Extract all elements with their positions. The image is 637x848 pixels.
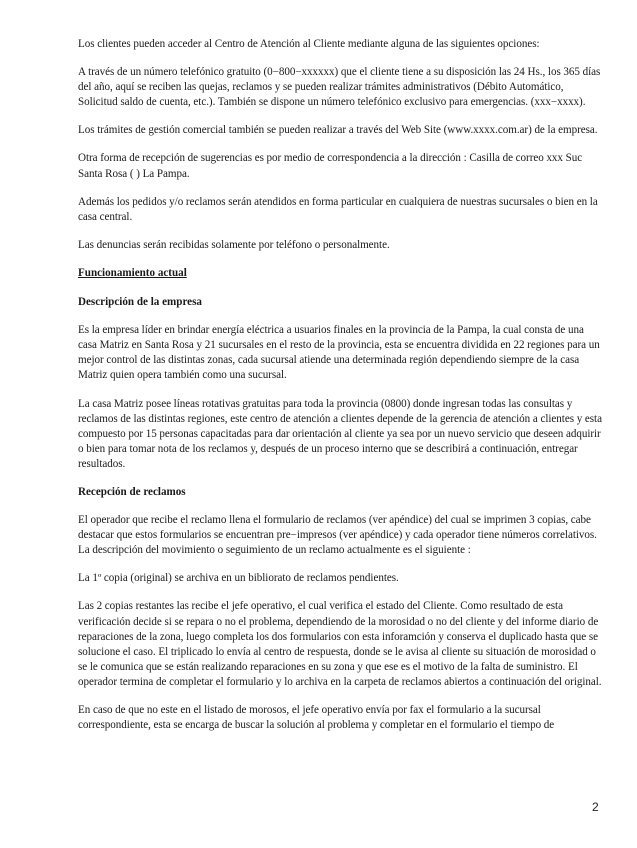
- section-title: Funcionamiento actual: [78, 266, 187, 279]
- intro-paragraph-1: Los clientes pueden acceder al Centro de Atención al Cliente mediante alguna de las siguientes opciones:: [78, 38, 540, 50]
- reclamos-paragraph-1: El operador que recibe el reclamo llena el formulario de reclamos (ver apéndice) del cual se imprimen 3 copias, cabe destacar que estos formularios se encuentran pre−impresos (ver apéndice) y cada operador tiene números correlativos. La descripción del movimiento o seguimiento de un reclamo actualmente es el siguiente :: [78, 514, 597, 557]
- reclamos-paragraph-3: Las 2 copias restantes las recibe el jefe operativo, el cual verifica el estado del Cliente. Como resultado de esta verificación decide si se repara o no el problema, dependiendo de la morosidad o no del cliente y del informe diario de reparaciones de la zona, luego completa los dos formularios con esta inforamción y conserva el duplicado hasta que se solucione el caso. El triplicado lo envía al centro de respuesta, donde se le avisa al cliente su situación de morosidad o se le comunica que se están realizando reparaciones en su zona y que ese es el motivo de la falta de suministro. El operador termina de completar el formulario y lo archiva en la carpeta de reclamos abiertos a continuación del original.: [78, 600, 602, 688]
- empresa-paragraph-1: Es la empresa líder en brindar energía eléctrica a usuarios finales en la provincia de la Pampa, la cual consta de una casa Matriz en Santa Rosa y 21 sucursales en el resto de la provincia, esta se encuentra dividida en 22 regiones para un mejor control de las distintas zonas, cada sucursal atiende una determinada región dependiendo siempre de la casa Matriz quien opera también como una sucursal.: [78, 324, 600, 382]
- intro-paragraph-6: Las denuncias serán recibidas solamente por teléfono o personalmente.: [78, 238, 390, 251]
- reclamos-paragraph-2: La 1º copia (original) se archiva en un bibliorato de reclamos pendientes.: [78, 572, 399, 585]
- intro-paragraph-5: Además los pedidos y/o reclamos serán atendidos en forma particular en cualquiera de nuestras sucursales o bien en la casa central.: [78, 195, 598, 223]
- empresa-paragraph-2: La casa Matriz posee líneas rotativas gratuitas para toda la provincia (0800) donde ingresan todas las consultas y reclamos de las distintas regiones, este centro de atención a clientes depende de la gerencia de atención a clientes y esta compuesto por 15 personas capacitadas para dar orientación al cliente ya sea por un nuevo servicio que deseen adquirir o bien para tomar nota de los reclamos y, después de un proceso interno que se describirá a continuación, entregar resultados.: [78, 397, 602, 470]
- page-number: 2: [592, 800, 599, 814]
- subsection-title-empresa: Descripción de la empresa: [78, 296, 202, 309]
- intro-paragraph-3: Los trámites de gestión comercial también se pueden realizar a través del Web Site (www.xxxx.com.ar) de la empresa.: [78, 124, 598, 137]
- subsection-title-reclamos: Recepción de reclamos: [78, 485, 186, 498]
- page-content: [78, 37, 604, 746]
- intro-paragraph-4: Otra forma de recepción de sugerencias es por medio de correspondencia a la dirección : Casilla de correo xxx Suc Santa Rosa ( ) La Pampa.: [78, 152, 583, 180]
- reclamos-paragraph-4: En caso de que no este en el listado de morosos, el jefe operativo envía por fax el formulario a la sucursal correspondiente, esta se encarga de buscar la solución al problema y completar en el formulario el tiempo de: [78, 704, 555, 732]
- intro-paragraph-2: A través de un número telefónico gratuito (0−800−xxxxxx) que el cliente tiene a su disposición las 24 Hs., los 365 días del año, aquí se reciben las quejas, reclamos y se pueden realizar trámites administrativos (Débito Automático, Solicitud saldo de cuenta, etc.). También se dispone un número telefónico exclusivo para emergencias. (xxx−xxxx).: [78, 66, 601, 109]
